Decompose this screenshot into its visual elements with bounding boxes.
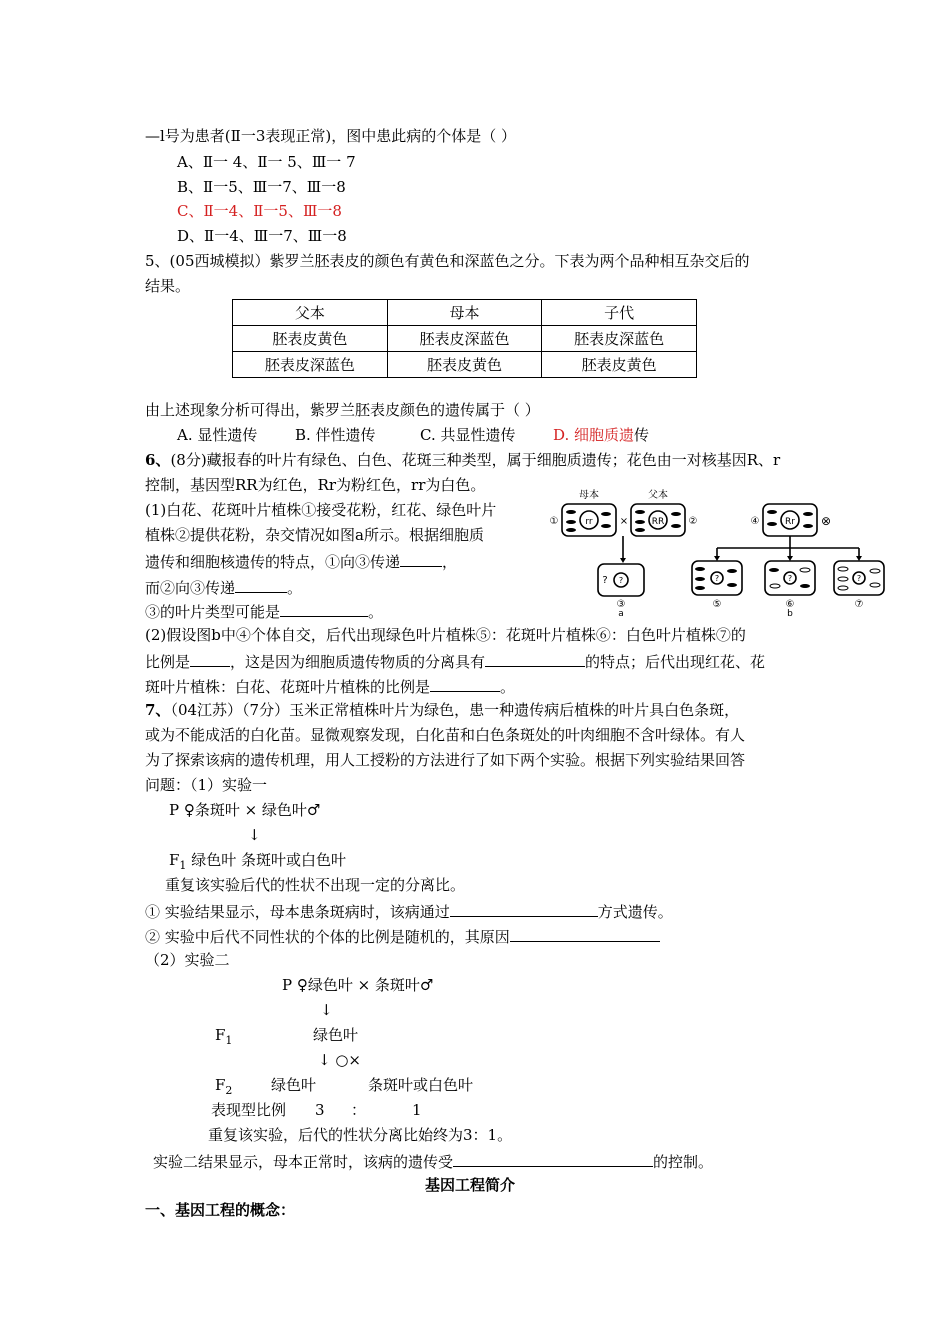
answer-blank[interactable] (510, 925, 660, 942)
q5-stem-line1: 5、(05西城模拟）紫罗兰胚表皮的颜色有黄色和深蓝色之分。下表为两个品种相互杂交后的 (145, 252, 750, 270)
q5-option-a: A. 显性遗传 (177, 426, 258, 444)
q7-question-3-end: 的控制。 (653, 1153, 714, 1171)
q6-part2-line2 (145, 650, 765, 672)
table-cell: 胚表皮深蓝色 (542, 326, 697, 352)
table-row (233, 352, 697, 378)
answer-blank[interactable] (400, 550, 442, 567)
figure-caption-b: b (787, 609, 793, 619)
answer-blank[interactable] (235, 576, 287, 593)
q6-part1-line3-text: 遗传和细胞核遗传的特点，①向③传递 (145, 553, 401, 571)
ratio-label: 表现型比例 (211, 1101, 287, 1119)
q6-part2-text: 比例是 (145, 653, 191, 671)
answer-blank[interactable] (485, 650, 585, 667)
cross-symbol: × (619, 516, 629, 527)
figure-question-mark: ? (714, 574, 720, 583)
q6-part2-text: 斑叶片植株：白花、花斑叶片植株的比例是 (145, 678, 431, 696)
genotype-label: Rr (785, 517, 795, 527)
q5-option-c: C. 共显性遗传 (420, 426, 516, 444)
q5-option-d (553, 425, 649, 445)
f2-sub: 2 (225, 1084, 233, 1097)
q6-part1-line4-text: 而②向③传递 (145, 579, 236, 597)
exp2-f1-phenotype: 绿色叶 (313, 1026, 359, 1044)
punct: 。 (368, 603, 384, 621)
q5-stem-line2: 结果。 (145, 277, 191, 295)
exp1-f1-phenotypes: 绿色叶 条斑叶或白色叶 (186, 851, 346, 869)
punct: 。 (500, 678, 516, 696)
q6-stem-line1 (145, 450, 780, 470)
q5-option-b: B. 伴性遗传 (295, 426, 376, 444)
q6-part1-line4 (145, 576, 302, 598)
exp2-title: （2）实验二 (145, 951, 230, 969)
table-header-row (233, 300, 697, 326)
q7-number: 7、 (145, 701, 171, 719)
table-cell: 胚表皮黄色 (233, 326, 388, 352)
q7-question-1-text: ① 实验结果显示，母本患条斑病时，该病通过 (145, 903, 450, 921)
exp2-parents: P ♀绿色叶 × 条斑叶♂ (282, 976, 434, 994)
q6-number: 6、 (145, 451, 171, 469)
table-cell: 胚表皮深蓝色 (233, 352, 388, 378)
exp2-f1-label (215, 1025, 232, 1051)
table-header-cell: 子代 (542, 300, 697, 326)
q4-option-a: A、Ⅱ一 4、Ⅱ一 5、Ⅲ一 7 (177, 153, 356, 171)
punct: ， (442, 553, 458, 571)
q4-option-d: D、Ⅱ一4、Ⅲ一7、Ⅲ一8 (177, 227, 347, 245)
f1-label: F (169, 851, 180, 869)
figure-question-mark: ? (787, 574, 793, 583)
q7-stem-line1 (145, 700, 739, 720)
exp1-f1 (169, 850, 346, 876)
q7-stem-text: （04江苏）（7分）玉米正常植株叶片为绿色，患一种遗传病后植株的叶片具白色条斑， (170, 701, 740, 719)
figure-label-mother: 母本 (579, 490, 599, 501)
exp1-arrow: ↓ (248, 826, 261, 844)
figure-number: ③ (616, 599, 626, 610)
figure-number: ② (688, 516, 698, 527)
exp2-note: 重复该实验，后代的性状分离比始终为3：1。 (208, 1126, 513, 1144)
q4-stem: —l号为患者(Ⅱ一3表现正常)，图中患此病的个体是（ ） (145, 127, 517, 145)
ratio-value: 3 (315, 1101, 325, 1119)
q7-question-2-text: ② 实验中后代不同性状的个体的比例是随机的，其原因 (145, 928, 510, 946)
cross-diagram-figure (545, 486, 890, 619)
figure-number: ④ (750, 516, 760, 527)
exp2-self-cross: ↓ ○× (318, 1051, 361, 1069)
q4-option-b: B、Ⅱ一5、Ⅲ一7、Ⅲ一8 (177, 178, 346, 196)
exp1-note: 重复该实验后代的性状不出现一定的分离比。 (165, 876, 466, 894)
cross-result-table (232, 299, 697, 378)
figure-caption-a: a (618, 609, 624, 619)
q7-stem-line3: 为了探索该病的遗传机理，用人工授粉的方法进行了如下两个实验。根据下列实验结果回答 (145, 751, 746, 769)
q7-question-3 (153, 1150, 713, 1172)
genotype-label: RR (651, 517, 665, 527)
section-title: 基因工程简介 (425, 1176, 516, 1194)
exp1-parents: P ♀条斑叶 × 绿色叶♂ (169, 801, 321, 819)
q6-part1-line1: (1)白花、花斑叶片植株①接受花粉，红花、绿色叶片 (145, 501, 497, 519)
f1-label: F (215, 1026, 226, 1044)
table-cell: 胚表皮黄色 (387, 352, 542, 378)
table-cell: 胚表皮深蓝色 (387, 326, 542, 352)
q6-stem-text: (8分)藏报春的叶片有绿色、白色、花斑三种类型，属于细胞质遗传；花色由一对核基因R、r (170, 451, 781, 469)
q6-part2-text: ，这是因为细胞质遗传物质的分离具有 (230, 653, 486, 671)
f1-sub: 1 (225, 1034, 233, 1047)
figure-number: ⑦ (854, 599, 864, 610)
q7-question-3-text: 实验二结果显示，母本正常时，该病的遗传受 (153, 1153, 454, 1171)
table-row (233, 326, 697, 352)
answer-blank[interactable] (190, 650, 230, 667)
answer-blank[interactable] (453, 1150, 653, 1167)
exp2-f2-other: 条斑叶或白色叶 (368, 1076, 474, 1094)
figure-label-father: 父本 (648, 490, 668, 501)
self-cross-symbol: ⊗ (820, 514, 832, 528)
q5-question: 由上述现象分析可得出，紫罗兰胚表皮颜色的遗传属于（ ） (145, 401, 540, 419)
genotype-label: rr (585, 517, 593, 527)
table-header-cell: 母本 (387, 300, 542, 326)
q6-part2-line1: (2)假设图b中④个体自交，后代出现绿色叶片植株⑤：花斑叶片植株⑥：白色叶片植株⑦的 (145, 626, 746, 644)
figure-question-mark: ? (618, 576, 624, 585)
ratio-colon: ： (351, 1101, 367, 1119)
q5-option-d-answer: D. 细胞质遗 (553, 426, 635, 444)
exp2-f2-green: 绿色叶 (271, 1076, 317, 1094)
exp2-f2-label (215, 1075, 232, 1101)
figure-number: ⑤ (712, 599, 722, 610)
q6-part1-line5 (145, 600, 383, 622)
q7-stem-line2: 或为不能成活的白化苗。显微观察发现，白化苗和白色条斑处的叶肉细胞不含叶绿体。有人 (145, 726, 746, 744)
q7-question-2 (145, 925, 660, 947)
q6-part1-line2: 植株②提供花粉，杂交情况如图a所示。根据细胞质 (145, 526, 484, 544)
figure-question-mark: ? (602, 575, 608, 586)
q5-option-d-tail: 传 (634, 426, 650, 444)
answer-blank[interactable] (280, 600, 368, 617)
q6-part2-line3 (145, 675, 515, 697)
answer-blank[interactable] (430, 675, 500, 692)
table-header-cell: 父本 (233, 300, 388, 326)
f1-sub: 1 (179, 859, 187, 872)
exp2-arrow: ↓ (320, 1001, 333, 1019)
ratio-value: 1 (412, 1101, 422, 1119)
figure-question-mark: ? (856, 574, 862, 583)
q6-part2-text: 的特点；后代出现红花、花 (585, 653, 766, 671)
section-subtitle: 一、基因工程的概念： (145, 1201, 296, 1219)
q6-part1-line5-text: ③的叶片类型可能是 (145, 603, 281, 621)
q4-option-c-answer: C、Ⅱ一4、Ⅱ一5、Ⅲ一8 (177, 202, 342, 220)
q7-stem-line4: 问题：（1）实验一 (145, 776, 268, 794)
q7-question-1 (145, 900, 673, 922)
punct: 。 (287, 579, 303, 597)
q7-question-1-end: 方式遗传。 (597, 903, 673, 921)
f2-label: F (215, 1076, 226, 1094)
table-cell: 胚表皮黄色 (542, 352, 697, 378)
q6-stem-line2: 控制，基因型RR为红色，Rr为粉红色，rr为白色。 (145, 476, 486, 494)
answer-blank[interactable] (450, 900, 598, 917)
q6-part1-line3 (145, 550, 457, 572)
figure-number: ① (549, 516, 559, 527)
figure-number: ⑥ (785, 599, 795, 610)
